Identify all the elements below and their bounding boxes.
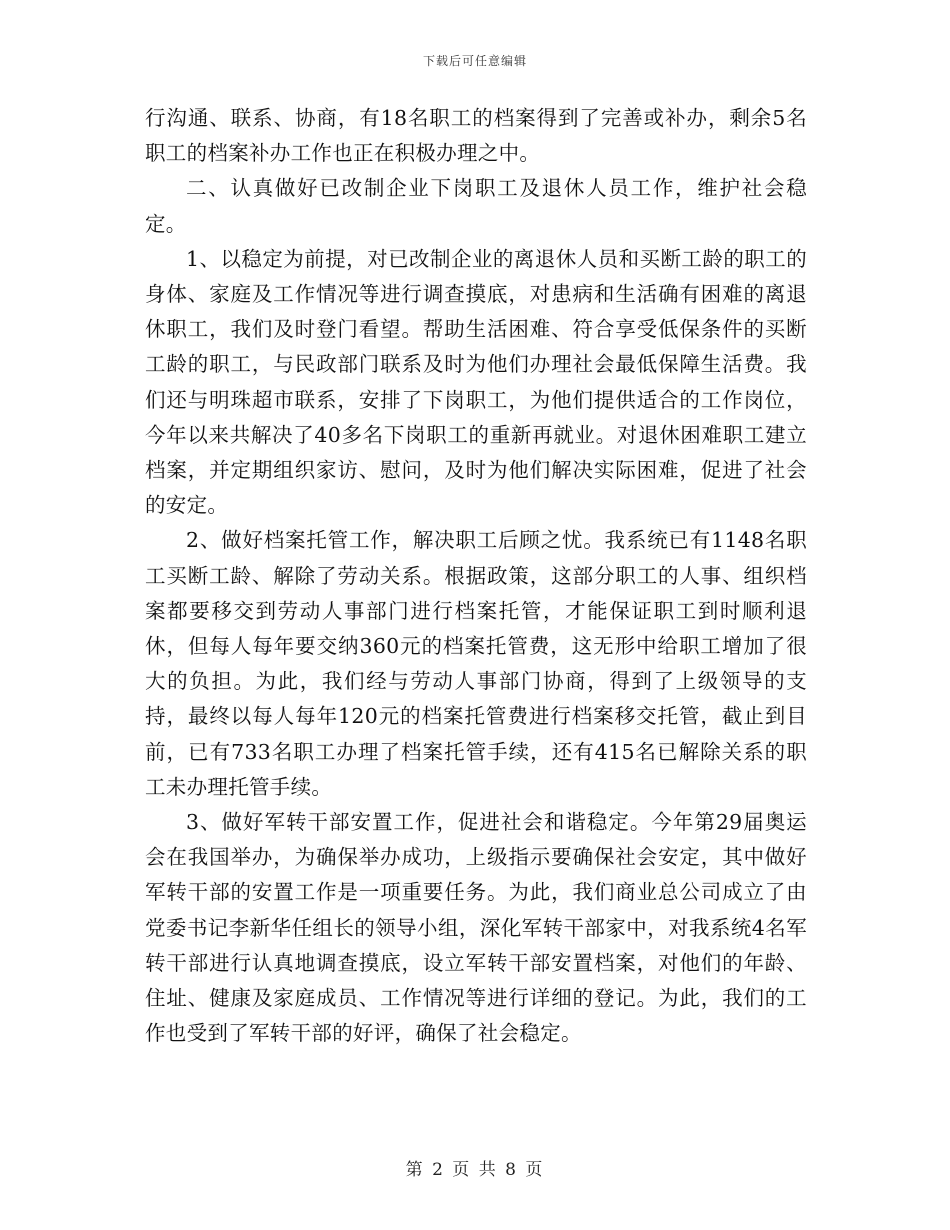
page-number-footer: 第 2 页 共 8 页 <box>405 1160 545 1180</box>
paragraph-item-2: 2、做好档案托管工作，解决职工后顾之忧。我系统已有1148名职工买断工龄、解除了劳动关系。根据政策，这部分职工的人事、组织档案都要移交到劳动人事部门进行档案托管，才能保证职工到时顺利退休，但每人每年要交纳360元的档案托管费，这无形中给职工增加了很大的负担。为此，我们经与劳动人事部门协商，得到了上级领导的支持，最终以每人每年120元的档案托管费进行档案移交托管，截止到目前，已有733名职工办理了档案托管手续，还有415名已解除关系的职工未办理托管手续。 <box>145 528 807 799</box>
page-header: 下载后可任意编辑 <box>422 54 527 68</box>
paragraph-item-3: 3、做好军转干部安置工作，促进社会和谐稳定。今年第29届奥运会在我国举办，为确保举办成功，上级指示要确保社会安定，其中做好军转干部的安置工作是一项重要任务。为此，我们商业总公司成立了由党委书记李新华任组长的领导小组，深化军转干部家中，对我系统4名军转干部进行认真地调查摸底，设立军转干部安置档案，对他们的年龄、住址、健康及家庭成员、工作情况等进行详细的登记。为此，我们的工作也受到了军转干部的好评，确保了社会稳定。 <box>145 810 807 1046</box>
section-heading-2: 二、认真做好已改制企业下岗职工及退休人员工作，维护社会稳定。 <box>145 176 807 236</box>
paragraph-item-1: 1、以稳定为前提，对已改制企业的离退休人员和买断工龄的职工的身体、家庭及工作情况等进行调查摸底，对患病和生活确有困难的离退休职工，我们及时登门看望。帮助生活困难、符合享受低保条件的买断工龄的职工，与民政部门联系及时为他们办理社会最低保障生活费。我们还与明珠超市联系，安排了下岗职工，为他们提供适合的工作岗位，今年以来共解决了40多名下岗职工的重新再就业。对退休困难职工建立档案，并定期组织家访、慰问，及时为他们解决实际困难，促进了社会的安定。 <box>145 246 807 518</box>
document-body <box>145 101 807 1051</box>
paragraph-continuation: 行沟通、联系、协商，有18名职工的档案得到了完善或补办，剩余5名职工的档案补办工作也正在积极办理之中。 <box>145 106 807 166</box>
